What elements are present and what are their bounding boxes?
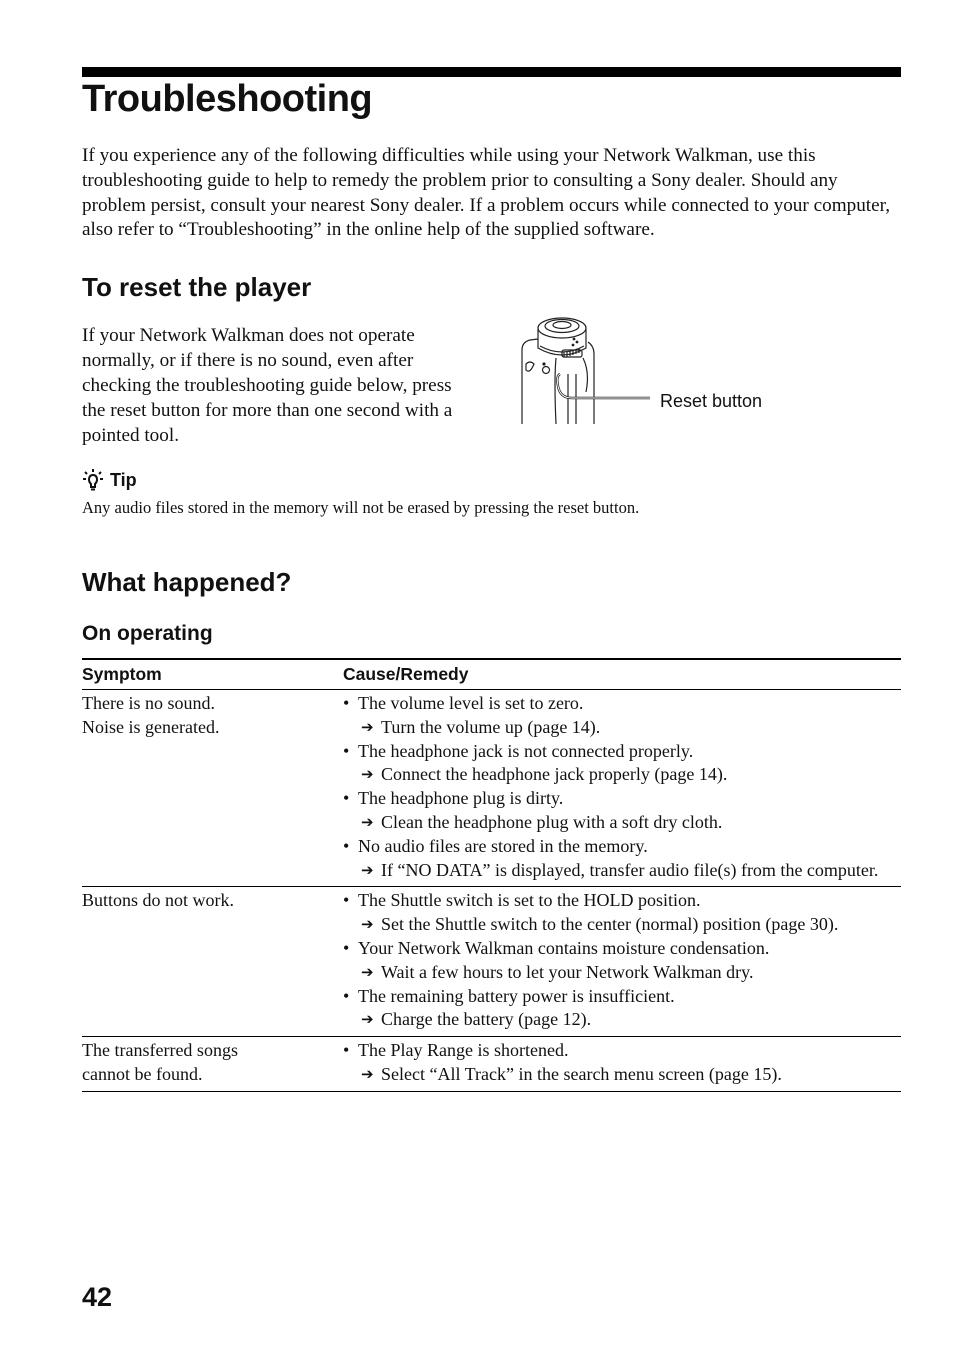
cause-text: The headphone plug is dirty. <box>358 788 564 809</box>
arrow-right-icon: ➔ <box>361 860 374 879</box>
cause-item <box>343 835 901 859</box>
remedy-item <box>343 763 901 787</box>
remedy-text: Clean the headphone plug with a soft dry cloth. <box>381 811 723 832</box>
what-happened-heading: What happened? <box>82 567 292 597</box>
cause-item <box>343 985 901 1009</box>
arrow-right-icon: ➔ <box>361 962 374 981</box>
cause-text: No audio files are stored in the memory. <box>358 835 648 856</box>
cause-text: The headphone jack is not connected properly. <box>358 740 694 761</box>
cause-item <box>343 937 901 961</box>
cause-remedy-cell <box>343 692 901 882</box>
reset-paragraph: If your Network Walkman does not operate normally, or if there is no sound, even after checking the troubleshooting guide below, press the reset button for more than one second with a pointed tool. <box>82 325 453 446</box>
cause-remedy-cell <box>343 889 901 1032</box>
arrow-right-icon: ➔ <box>361 1064 374 1083</box>
table-row <box>82 1037 901 1092</box>
bullet-icon: • <box>343 985 350 1006</box>
on-operating-heading: On operating <box>82 622 213 645</box>
cause-text: The remaining battery power is insufficient. <box>358 985 675 1006</box>
bullet-icon: • <box>343 693 350 713</box>
remedy-item <box>343 859 901 883</box>
symptom-text: There is no sound. <box>82 693 215 713</box>
troubleshooting-table <box>82 658 901 1092</box>
remedy-item <box>343 716 901 740</box>
page-title: Troubleshooting <box>82 78 373 120</box>
bullet-icon: • <box>343 937 350 958</box>
remedy-text: Set the Shuttle switch to the center (normal) position (page 30). <box>381 914 839 935</box>
remedy-item <box>343 913 901 937</box>
reset-heading: To reset the player <box>82 272 312 302</box>
symptom-cell <box>82 889 343 1032</box>
cause-text: The volume level is set to zero. <box>358 693 584 713</box>
table-row <box>82 887 901 1037</box>
cause-item <box>343 740 901 764</box>
bullet-icon: • <box>343 890 350 911</box>
remedy-item <box>343 1008 901 1032</box>
symptom-text: cannot be found. <box>82 1063 203 1084</box>
symptom-text: The transferred songs <box>82 1040 238 1061</box>
intro-paragraph: If you experience any of the following difficulties while using your Network Walkman, use this troubleshooting guide to help to remedy the problem prior to consulting a Sony dealer. Should any problem persist, consult your nearest Sony dealer. If a problem occurs while connected to your computer, also refer to “Troubleshooting” in the online help of the supplied software. <box>82 145 891 241</box>
arrow-right-icon: ➔ <box>361 765 374 784</box>
reset-button-label: Reset button <box>660 391 763 411</box>
table-row <box>82 690 901 887</box>
tip-header <box>82 467 137 493</box>
cause-item <box>343 889 901 913</box>
remedy-text: If “NO DATA” is displayed, transfer audio file(s) from the computer. <box>381 859 879 880</box>
bullet-icon: • <box>343 740 350 761</box>
tip-text: Any audio files stored in the memory will not be erased by pressing the reset button. <box>82 498 640 517</box>
cause-text: Your Network Walkman contains moisture condensation. <box>358 937 770 958</box>
cause-text: The Shuttle switch is set to the HOLD position. <box>358 890 701 911</box>
bullet-icon: • <box>343 835 350 856</box>
tip-label: Tip <box>110 469 137 490</box>
remedy-item <box>343 811 901 835</box>
arrow-right-icon: ➔ <box>361 1010 374 1029</box>
cause-item <box>343 692 901 716</box>
remedy-text: Select “All Track” in the search menu screen (page 15). <box>381 1063 782 1084</box>
cause-item <box>343 1039 901 1063</box>
arrow-right-icon: ➔ <box>361 812 374 831</box>
table-header <box>82 660 901 690</box>
page-number: 42 <box>82 1282 113 1312</box>
table-body <box>82 690 901 1092</box>
cause-remedy-cell <box>343 1039 901 1087</box>
cause-text: The Play Range is shortened. <box>358 1040 569 1061</box>
bullet-icon: • <box>343 1040 350 1061</box>
symptom-text: Noise is generated. <box>82 716 220 737</box>
symptom-column-header: Symptom <box>82 664 162 684</box>
arrow-right-icon: ➔ <box>361 717 374 736</box>
symptom-cell <box>82 692 343 882</box>
remedy-item <box>343 961 901 985</box>
remedy-item <box>343 1063 901 1087</box>
bullet-icon: • <box>343 788 350 809</box>
remedy-text: Turn the volume up (page 14). <box>381 716 601 737</box>
title-rule <box>82 67 901 77</box>
arrow-right-icon: ➔ <box>361 915 374 934</box>
remedy-text: Wait a few hours to let your Network Walkman dry. <box>381 961 754 982</box>
remedy-text: Connect the headphone jack properly (page 14). <box>381 764 728 785</box>
remedy-text: Charge the battery (page 12). <box>381 1009 592 1030</box>
symptom-text: Buttons do not work. <box>82 890 235 911</box>
cause-remedy-column-header: Cause/Remedy <box>343 664 469 684</box>
symptom-cell <box>82 1039 343 1087</box>
cause-item <box>343 787 901 811</box>
lightbulb-icon <box>82 468 104 492</box>
